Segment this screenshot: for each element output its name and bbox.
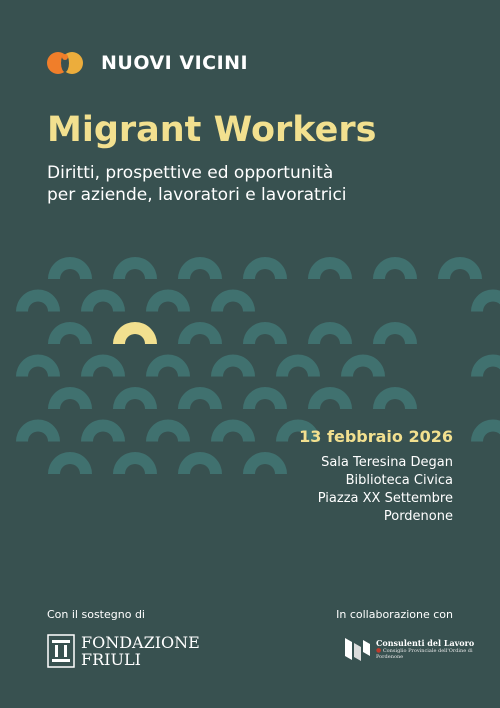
red-dot-icon: ● (376, 647, 382, 654)
pattern-arch (276, 355, 320, 377)
pattern-arch (48, 322, 92, 344)
pattern-arch (178, 387, 222, 409)
subtitle-line: per aziende, lavoratori e lavoratrici (47, 185, 347, 205)
fondazione-line: FONDAZIONE (81, 633, 200, 652)
pattern-arch (243, 257, 287, 279)
subtitle-line: Diritti, prospettive ed opportunità (47, 163, 334, 183)
event-date: 13 febbraio 2026 (299, 427, 453, 446)
pattern-arch (81, 290, 125, 312)
highlight-arch (113, 322, 157, 344)
pattern-arch (243, 452, 287, 474)
consulenti-lavoro-logo (342, 634, 474, 664)
consulenti-detail-line2: Pordenone (376, 654, 404, 660)
pattern-arch (113, 257, 157, 279)
pattern-arch (438, 257, 482, 279)
pattern-arch (113, 452, 157, 474)
pattern-arch (471, 290, 500, 312)
pattern-arch (308, 387, 352, 409)
pattern-arch (373, 387, 417, 409)
fondazione-friuli-logo (47, 634, 200, 668)
event-address: Piazza XX Settembre (317, 491, 453, 506)
pattern-arch (16, 355, 60, 377)
pattern-arch (471, 355, 500, 377)
pattern-arch (81, 355, 125, 377)
event-city: Pordenone (383, 509, 453, 524)
pattern-arch (308, 257, 352, 279)
consulenti-name: Consulenti del Lavoro (376, 638, 475, 648)
brand-name: NUOVI VICINI (101, 52, 249, 74)
pattern-arch (211, 290, 255, 312)
pattern-arch (341, 355, 385, 377)
pattern-arch (113, 387, 157, 409)
pattern-arch (146, 290, 190, 312)
consulenti-detail-line1: Consiglio Provinciale dell'Ordine di (382, 648, 473, 654)
fondazione-friuli-name (81, 634, 200, 668)
friuli-line: FRIULI (81, 650, 141, 669)
pattern-arch (16, 290, 60, 312)
pattern-arch (48, 257, 92, 279)
pattern-arch (178, 452, 222, 474)
pattern-arch (471, 420, 500, 442)
pattern-arch (81, 420, 125, 442)
pattern-arch (146, 420, 190, 442)
pattern-arch (211, 355, 255, 377)
event-library: Biblioteca Civica (345, 473, 453, 488)
consulenti-text (376, 638, 474, 660)
pattern-arch (211, 420, 255, 442)
pattern-arch (243, 322, 287, 344)
pattern-arch (178, 257, 222, 279)
event-details (299, 427, 453, 526)
collaboration-label: In collaborazione con (336, 608, 453, 621)
pattern-arch (48, 387, 92, 409)
event-venue: Sala Teresina Degan (321, 455, 453, 470)
support-label: Con il sostegno di (47, 608, 145, 621)
pattern-arch (16, 420, 60, 442)
pattern-arch (373, 257, 417, 279)
pattern-arch (146, 355, 190, 377)
pattern-arch (308, 322, 352, 344)
fondazione-friuli-emblem-icon (47, 634, 75, 668)
consulenti-del-lavoro-emblem-icon (342, 634, 372, 664)
pattern-arch (48, 452, 92, 474)
pattern-arch (178, 322, 222, 344)
pattern-arch (243, 387, 287, 409)
page-title: Migrant Workers (47, 110, 377, 150)
pattern-arch (373, 322, 417, 344)
